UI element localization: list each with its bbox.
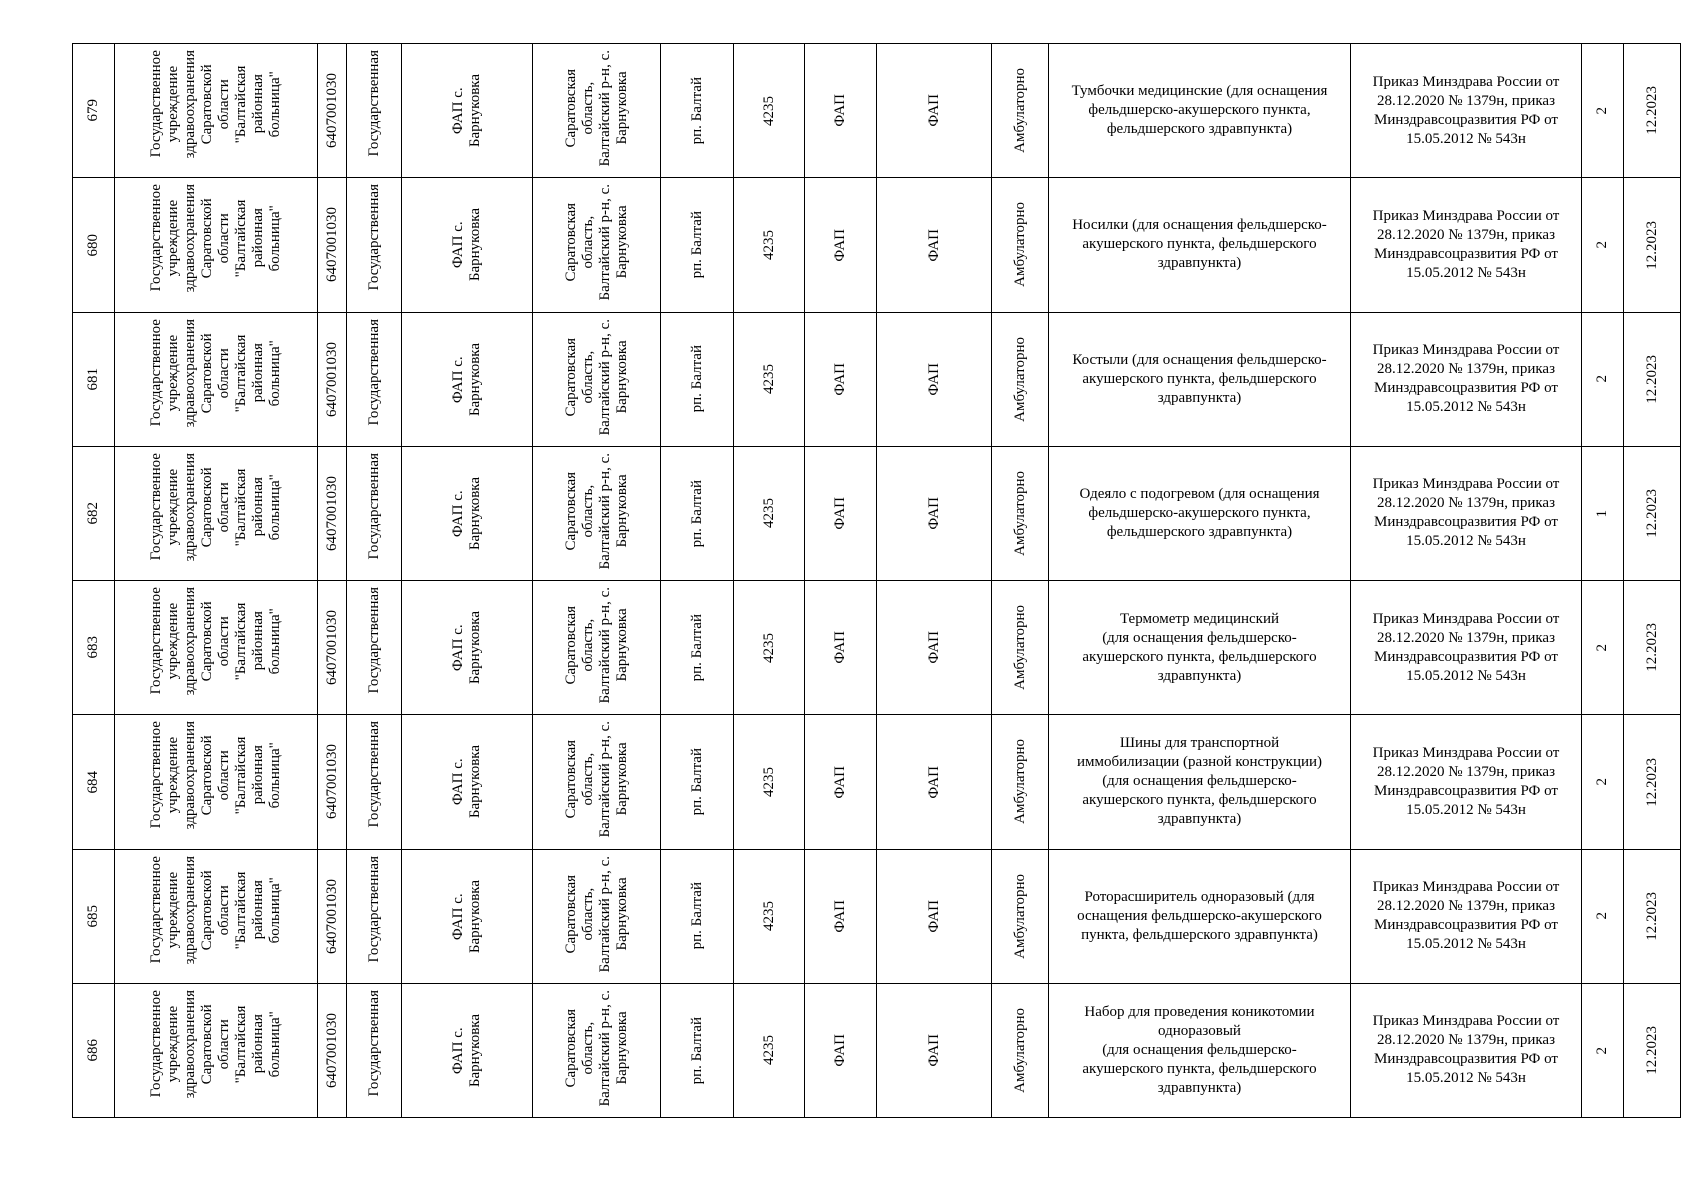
- care-form-cell: [992, 312, 1049, 446]
- code-cell: [734, 44, 805, 178]
- facility-subtype-cell-text: ФАП: [925, 228, 942, 262]
- locality-cell-text: рп. Балтай: [688, 748, 705, 816]
- quantity-cell-text: 2: [1594, 1046, 1610, 1055]
- regulation-cell-text: Приказ Минздрава России от 28.12.2020 № 1379н, приказ Минздравсоцразвития РФ от 15.05.2012 № 543н: [1372, 1013, 1560, 1087]
- code-cell-text: 4235: [760, 229, 777, 260]
- quantity-cell-text: 2: [1594, 643, 1610, 652]
- facility-type-cell-text: ФАП: [832, 1034, 848, 1067]
- equipment-item-cell: [1049, 178, 1351, 312]
- equipment-item-cell: [1049, 849, 1351, 983]
- table-row: [73, 849, 1681, 983]
- equipment-item-cell: [1049, 983, 1351, 1117]
- code-cell: [734, 983, 805, 1117]
- facility-subtype-cell-text: ФАП: [925, 765, 942, 799]
- address-cell: [533, 849, 661, 983]
- quantity-cell: [1582, 446, 1624, 580]
- row-number-cell: [73, 983, 115, 1117]
- equipment-item-cell: [1049, 715, 1351, 849]
- facility-cell: [402, 715, 533, 849]
- equipment-item-cell-text: Роторасширитель одноразовый (для оснащения фельдшерско-акушерского пункта, фельдшерского здравпункта): [1077, 888, 1322, 943]
- regulation-cell-text: Приказ Минздрава России от 28.12.2020 № 1379н, приказ Минздравсоцразвития РФ от 15.05.2012 № 543н: [1372, 879, 1560, 953]
- locality-cell: [661, 581, 734, 715]
- row-number-cell: [73, 581, 115, 715]
- code-cell-text: 4235: [760, 901, 777, 932]
- address-cell-text: Саратовская область, Балтайский р-н, с. Барнуковка: [562, 318, 630, 435]
- inn-cell-text: 6407001030: [323, 475, 340, 551]
- equipment-item-cell-text: Костыли (для оснащения фельдшерско- акушерского пункта, фельдшерского здравпункта): [1072, 351, 1327, 406]
- address-cell: [533, 178, 661, 312]
- ownership-cell-text: Государственная: [365, 184, 382, 291]
- table-row: [73, 581, 1681, 715]
- ownership-cell: [347, 581, 402, 715]
- ownership-cell-text: Государственная: [365, 50, 382, 157]
- address-cell: [533, 312, 661, 446]
- regulation-cell-text: Приказ Минздрава России от 28.12.2020 № 1379н, приказ Минздравсоцразвития РФ от 15.05.2012 № 543н: [1372, 73, 1560, 147]
- facility-cell-text: ФАП с. Барнуковка: [450, 74, 483, 148]
- organization-cell-text: Государственное учреждение здравоохранения Саратовской области "Балтайская районная больница": [148, 452, 283, 562]
- code-cell: [734, 715, 805, 849]
- table-row: [73, 312, 1681, 446]
- row-number-cell-text: 681: [85, 367, 101, 391]
- code-cell: [734, 178, 805, 312]
- regulation-cell-text: Приказ Минздрава России от 28.12.2020 № 1379н, приказ Минздравсоцразвития РФ от 15.05.2012 № 543н: [1372, 476, 1560, 550]
- equipment-item-cell-text: Тумбочки медицинские (для оснащения фельдшерско-акушерского пункта, фельдшерского здравпункта): [1071, 83, 1328, 138]
- organization-cell: [115, 983, 318, 1117]
- inn-cell-text: 6407001030: [323, 73, 340, 149]
- address-cell: [533, 581, 661, 715]
- organization-cell: [115, 849, 318, 983]
- address-cell: [533, 983, 661, 1117]
- table-row: [73, 178, 1681, 312]
- deadline-cell-text: 12.2023: [1643, 489, 1660, 538]
- care-form-cell-text: Амбулаторно: [1011, 336, 1028, 422]
- care-form-cell: [992, 44, 1049, 178]
- table-body: [73, 44, 1681, 1118]
- ownership-cell: [347, 715, 402, 849]
- row-number-cell-text: 679: [85, 99, 101, 122]
- facility-cell: [402, 983, 533, 1117]
- organization-cell: [115, 178, 318, 312]
- row-number-cell-text: 682: [85, 502, 101, 525]
- row-number-cell-text: 685: [85, 904, 101, 928]
- quantity-cell-text: 2: [1594, 375, 1610, 383]
- row-number-cell: [73, 715, 115, 849]
- ownership-cell-text: Государственная: [365, 318, 382, 426]
- care-form-cell: [992, 581, 1049, 715]
- quantity-cell: [1582, 178, 1624, 312]
- inn-cell: [318, 44, 347, 178]
- inn-cell: [318, 446, 347, 580]
- inn-cell-text: 6407001030: [323, 341, 340, 417]
- equipment-table: [72, 43, 1681, 1118]
- locality-cell-text: рп. Балтай: [688, 479, 705, 548]
- care-form-cell-text: Амбулаторно: [1011, 202, 1028, 288]
- locality-cell-text: рп. Балтай: [688, 882, 705, 950]
- deadline-cell: [1624, 581, 1681, 715]
- facility-subtype-cell: [877, 715, 992, 849]
- deadline-cell-text: 12.2023: [1643, 891, 1660, 941]
- code-cell-text: 4235: [760, 1035, 777, 1066]
- quantity-cell-text: 2: [1594, 241, 1610, 249]
- facility-cell-text: ФАП с. Барнуковка: [450, 745, 483, 819]
- equipment-item-cell-text: Шины для транспортной иммобилизации (разной конструкции) (для оснащения фельдшерско- акушерского пункта, фельдшерского здравпункта): [1076, 735, 1323, 828]
- deadline-cell: [1624, 983, 1681, 1117]
- facility-type-cell: [805, 178, 877, 312]
- locality-cell: [661, 849, 734, 983]
- deadline-cell: [1624, 44, 1681, 178]
- row-number-cell-text: 683: [85, 636, 101, 659]
- quantity-cell-text: 2: [1594, 912, 1610, 920]
- equipment-item-cell: [1049, 312, 1351, 446]
- care-form-cell-text: Амбулаторно: [1011, 873, 1028, 959]
- row-number-cell: [73, 312, 115, 446]
- facility-cell: [402, 446, 533, 580]
- regulation-cell-text: Приказ Минздрава России от 28.12.2020 № 1379н, приказ Минздравсоцразвития РФ от 15.05.2012 № 543н: [1372, 342, 1560, 416]
- deadline-cell: [1624, 178, 1681, 312]
- organization-cell-text: Государственное учреждение здравоохранения Саратовской области "Балтайская районная больница": [148, 184, 283, 293]
- address-cell-text: Саратовская область, Балтайский р-н, с. Барнуковка: [562, 184, 630, 301]
- inn-cell: [318, 849, 347, 983]
- deadline-cell-text: 12.2023: [1643, 1026, 1660, 1075]
- regulation-cell: [1351, 715, 1582, 849]
- deadline-cell: [1624, 715, 1681, 849]
- facility-type-cell-text: ФАП: [832, 765, 848, 799]
- regulation-cell-text: Приказ Минздрава России от 28.12.2020 № 1379н, приказ Минздравсоцразвития РФ от 15.05.2012 № 543н: [1372, 744, 1560, 818]
- row-number-cell: [73, 178, 115, 312]
- inn-cell-text: 6407001030: [323, 207, 340, 283]
- organization-cell: [115, 446, 318, 580]
- ownership-cell-text: Государственная: [365, 855, 382, 963]
- organization-cell-text: Государственное учреждение здравоохранения Саратовской области "Балтайская районная больница": [148, 50, 283, 159]
- code-cell-text: 4235: [760, 364, 777, 395]
- equipment-item-cell-text: Одеяло с подогревом (для оснащения фельдшерско-акушерского пункта, фельдшерского здравпункта): [1079, 485, 1320, 540]
- deadline-cell: [1624, 849, 1681, 983]
- code-cell: [734, 312, 805, 446]
- address-cell-text: Саратовская область, Балтайский р-н, с. Барнуковка: [562, 721, 630, 838]
- row-number-cell: [73, 849, 115, 983]
- facility-cell-text: ФАП с. Барнуковка: [450, 476, 483, 550]
- care-form-cell-text: Амбулаторно: [1011, 739, 1028, 825]
- equipment-item-cell-text: Набор для проведения коникотомии одноразовый (для оснащения фельдшерско- акушерского пункта, фельдшерского здравпункта): [1082, 1003, 1317, 1096]
- facility-type-cell: [805, 44, 877, 178]
- facility-type-cell: [805, 715, 877, 849]
- facility-type-cell-text: ФАП: [832, 497, 848, 530]
- locality-cell-text: рп. Балтай: [688, 76, 705, 145]
- deadline-cell-text: 12.2023: [1643, 623, 1660, 672]
- locality-cell: [661, 715, 734, 849]
- care-form-cell: [992, 849, 1049, 983]
- inn-cell-text: 6407001030: [323, 744, 340, 820]
- facility-subtype-cell: [877, 849, 992, 983]
- address-cell: [533, 446, 661, 580]
- address-cell-text: Саратовская область, Балтайский р-н, с. Барнуковка: [562, 989, 630, 1107]
- inn-cell: [318, 312, 347, 446]
- ownership-cell: [347, 983, 402, 1117]
- care-form-cell-text: Амбулаторно: [1011, 470, 1028, 556]
- locality-cell: [661, 312, 734, 446]
- code-cell-text: 4235: [760, 766, 777, 797]
- quantity-cell-text: 2: [1594, 106, 1610, 115]
- quantity-cell-text: 2: [1594, 778, 1610, 786]
- facility-type-cell: [805, 581, 877, 715]
- facility-cell: [402, 581, 533, 715]
- code-cell-text: 4235: [760, 632, 777, 663]
- organization-cell: [115, 312, 318, 446]
- facility-subtype-cell: [877, 446, 992, 580]
- locality-cell-text: рп. Балтай: [688, 211, 705, 279]
- facility-type-cell: [805, 312, 877, 446]
- address-cell-text: Саратовская область, Балтайский р-н, с. Барнуковка: [562, 452, 630, 570]
- organization-cell-text: Государственное учреждение здравоохранения Саратовской области "Балтайская районная больница": [148, 721, 283, 830]
- equipment-item-cell-text: Носилки (для оснащения фельдшерско- акушерского пункта, фельдшерского здравпункта): [1072, 217, 1327, 272]
- locality-cell-text: рп. Балтай: [688, 613, 705, 682]
- facility-cell-text: ФАП с. Барнуковка: [450, 611, 483, 685]
- table-row: [73, 44, 1681, 178]
- care-form-cell: [992, 178, 1049, 312]
- facility-cell: [402, 849, 533, 983]
- locality-cell: [661, 44, 734, 178]
- inn-cell: [318, 983, 347, 1117]
- ownership-cell: [347, 44, 402, 178]
- facility-subtype-cell-text: ФАП: [925, 631, 942, 664]
- inn-cell-text: 6407001030: [323, 610, 340, 686]
- address-cell: [533, 44, 661, 178]
- facility-type-cell: [805, 446, 877, 580]
- row-number-cell: [73, 44, 115, 178]
- quantity-cell: [1582, 715, 1624, 849]
- quantity-cell: [1582, 312, 1624, 446]
- care-form-cell-text: Амбулаторно: [1011, 68, 1028, 154]
- address-cell-text: Саратовская область, Балтайский р-н, с. Барнуковка: [562, 855, 630, 972]
- organization-cell: [115, 581, 318, 715]
- facility-subtype-cell-text: ФАП: [925, 362, 942, 396]
- ownership-cell-text: Государственная: [365, 587, 382, 694]
- quantity-cell-text: 1: [1594, 509, 1610, 518]
- deadline-cell: [1624, 312, 1681, 446]
- facility-type-cell-text: ФАП: [832, 94, 848, 127]
- deadline-cell-text: 12.2023: [1643, 86, 1660, 135]
- inn-cell: [318, 715, 347, 849]
- regulation-cell-text: Приказ Минздрава России от 28.12.2020 № 1379н, приказ Минздравсоцразвития РФ от 15.05.2012 № 543н: [1372, 207, 1560, 281]
- equipment-item-cell: [1049, 446, 1351, 580]
- regulation-cell: [1351, 581, 1582, 715]
- ownership-cell: [347, 178, 402, 312]
- code-cell: [734, 581, 805, 715]
- quantity-cell: [1582, 849, 1624, 983]
- equipment-item-cell-text: Термометр медицинский (для оснащения фельдшерско- акушерского пункта, фельдшерского здравпункта): [1082, 610, 1317, 684]
- facility-type-cell-text: ФАП: [832, 899, 848, 933]
- care-form-cell-text: Амбулаторно: [1011, 605, 1028, 691]
- facility-cell: [402, 44, 533, 178]
- table-row: [73, 983, 1681, 1117]
- code-cell-text: 4235: [760, 498, 777, 529]
- code-cell-text: 4235: [760, 95, 777, 126]
- regulation-cell: [1351, 44, 1582, 178]
- facility-type-cell: [805, 849, 877, 983]
- row-number-cell-text: 680: [85, 233, 101, 257]
- organization-cell: [115, 44, 318, 178]
- facility-type-cell-text: ФАП: [832, 631, 848, 664]
- address-cell: [533, 715, 661, 849]
- facility-subtype-cell-text: ФАП: [925, 899, 942, 933]
- row-number-cell-text: 686: [85, 1039, 101, 1062]
- organization-cell-text: Государственное учреждение здравоохранения Саратовской области "Балтайская районная больница": [148, 587, 283, 696]
- address-cell-text: Саратовская область, Балтайский р-н, с. Барнуковка: [562, 50, 630, 167]
- facility-cell-text: ФАП с. Барнуковка: [450, 342, 483, 416]
- deadline-cell: [1624, 446, 1681, 580]
- locality-cell: [661, 983, 734, 1117]
- facility-subtype-cell: [877, 312, 992, 446]
- facility-cell-text: ФАП с. Барнуковка: [450, 879, 483, 953]
- facility-subtype-cell: [877, 178, 992, 312]
- care-form-cell-text: Амбулаторно: [1011, 1007, 1028, 1093]
- ownership-cell-text: Государственная: [365, 989, 382, 1097]
- facility-type-cell: [805, 983, 877, 1117]
- facility-cell: [402, 178, 533, 312]
- table-row: [73, 715, 1681, 849]
- regulation-cell: [1351, 178, 1582, 312]
- care-form-cell: [992, 446, 1049, 580]
- ownership-cell: [347, 446, 402, 580]
- inn-cell: [318, 581, 347, 715]
- facility-subtype-cell: [877, 581, 992, 715]
- inn-cell: [318, 178, 347, 312]
- care-form-cell: [992, 715, 1049, 849]
- regulation-cell: [1351, 849, 1582, 983]
- equipment-item-cell: [1049, 581, 1351, 715]
- ownership-cell-text: Государственная: [365, 452, 382, 560]
- quantity-cell: [1582, 983, 1624, 1117]
- table-row: [73, 446, 1681, 580]
- row-number-cell: [73, 446, 115, 580]
- regulation-cell: [1351, 312, 1582, 446]
- care-form-cell: [992, 983, 1049, 1117]
- deadline-cell-text: 12.2023: [1643, 757, 1660, 807]
- facility-subtype-cell-text: ФАП: [925, 94, 942, 127]
- row-number-cell-text: 684: [85, 770, 101, 794]
- deadline-cell-text: 12.2023: [1643, 354, 1660, 404]
- locality-cell: [661, 446, 734, 580]
- locality-cell-text: рп. Балтай: [688, 345, 705, 413]
- organization-cell-text: Государственное учреждение здравоохранения Саратовской области "Балтайская районная больница": [148, 318, 283, 427]
- facility-subtype-cell-text: ФАП: [925, 1034, 942, 1067]
- facility-type-cell-text: ФАП: [832, 362, 848, 396]
- code-cell: [734, 849, 805, 983]
- equipment-item-cell: [1049, 44, 1351, 178]
- locality-cell-text: рп. Балтай: [688, 1016, 705, 1085]
- inn-cell-text: 6407001030: [323, 878, 340, 954]
- regulation-cell: [1351, 983, 1582, 1117]
- regulation-cell: [1351, 446, 1582, 580]
- organization-cell-text: Государственное учреждение здравоохранения Саратовской области "Балтайская районная больница": [148, 989, 283, 1099]
- locality-cell: [661, 178, 734, 312]
- facility-subtype-cell: [877, 44, 992, 178]
- organization-cell-text: Государственное учреждение здравоохранения Саратовской области "Балтайская районная больница": [148, 855, 283, 964]
- inn-cell-text: 6407001030: [323, 1012, 340, 1088]
- facility-type-cell-text: ФАП: [832, 228, 848, 262]
- facility-cell-text: ФАП с. Барнуковка: [450, 208, 483, 282]
- facility-subtype-cell-text: ФАП: [925, 497, 942, 530]
- address-cell-text: Саратовская область, Балтайский р-н, с. Барнуковка: [562, 587, 630, 704]
- code-cell: [734, 446, 805, 580]
- quantity-cell: [1582, 44, 1624, 178]
- deadline-cell-text: 12.2023: [1643, 220, 1660, 270]
- regulation-cell-text: Приказ Минздрава России от 28.12.2020 № 1379н, приказ Минздравсоцразвития РФ от 15.05.2012 № 543н: [1372, 610, 1560, 684]
- facility-cell-text: ФАП с. Барнуковка: [450, 1013, 483, 1087]
- facility-cell: [402, 312, 533, 446]
- facility-subtype-cell: [877, 983, 992, 1117]
- ownership-cell-text: Государственная: [365, 721, 382, 828]
- ownership-cell: [347, 312, 402, 446]
- ownership-cell: [347, 849, 402, 983]
- organization-cell: [115, 715, 318, 849]
- quantity-cell: [1582, 581, 1624, 715]
